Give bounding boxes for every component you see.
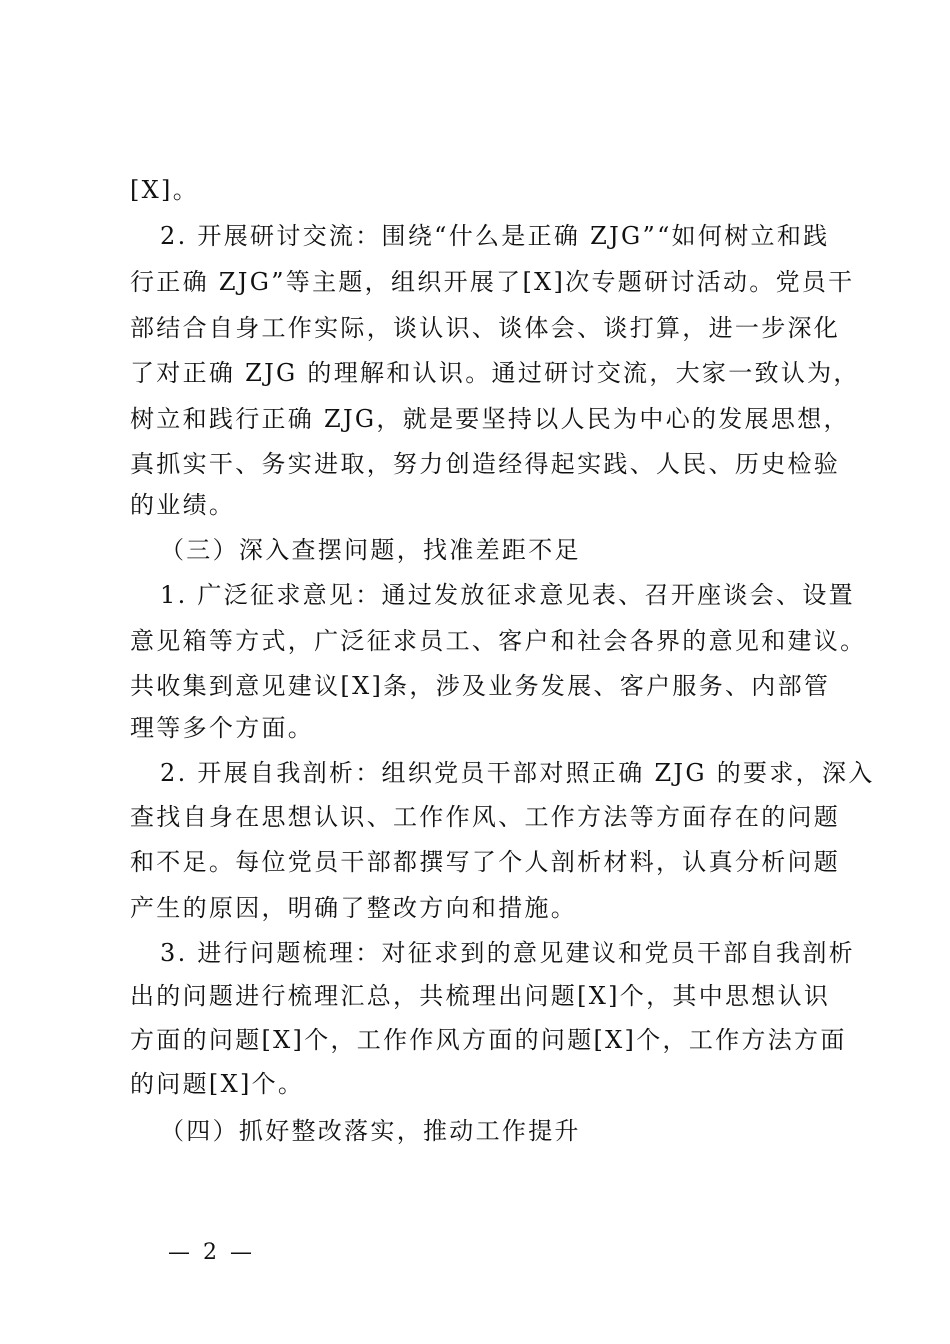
paragraph-line: 共收集到意见建议[X]条，涉及业务发展、客户服务、内部管 bbox=[130, 672, 831, 700]
paragraph-line: 真抓实干、务实进取，努力创造经得起实践、人民、历史检验 bbox=[130, 450, 841, 478]
paragraph-line: 2. 开展研讨交流：围绕“什么是正确 ZJG”“如何树立和践 bbox=[160, 222, 830, 250]
paragraph-line: 3. 进行问题梳理：对征求到的意见建议和党员干部自我剖析 bbox=[160, 939, 855, 967]
paragraph-line: 2. 开展自我剖析：组织党员干部对照正确 ZJG 的要求，深入 bbox=[160, 759, 875, 787]
paragraph-line: 的问题[X]个。 bbox=[130, 1070, 305, 1098]
paragraph-line: 树立和践行正确 ZJG，就是要坚持以人民为中心的发展思想， bbox=[130, 405, 850, 433]
paragraph-line: 出的问题进行梳理汇总，共梳理出问题[X]个，其中思想认识 bbox=[130, 982, 831, 1010]
paragraph-line: 和不足。每位党员干部都撰写了个人剖析材料，认真分析问题 bbox=[130, 848, 841, 876]
paragraph-line: 查找自身在思想认识、工作作风、工作方法等方面存在的问题 bbox=[130, 803, 841, 831]
paragraph-line: 行正确 ZJG”等主题，组织开展了[X]次专题研讨活动。党员干 bbox=[130, 268, 855, 296]
paragraph-line: 理等多个方面。 bbox=[130, 714, 315, 742]
paragraph-line: 方面的问题[X]个，工作作风方面的问题[X]个，工作方法方面 bbox=[130, 1026, 847, 1054]
paragraph-line: 意见箱等方式，广泛征求员工、客户和社会各界的意见和建议。 bbox=[130, 627, 867, 655]
section-heading: （三）深入查摆问题，找准差距不足 bbox=[160, 536, 581, 564]
paragraph-line: 1. 广泛征求意见：通过发放征求意见表、召开座谈会、设置 bbox=[160, 581, 855, 609]
section-heading: （四）抓好整改落实，推动工作提升 bbox=[160, 1117, 581, 1145]
page-number: — 2 — bbox=[168, 1240, 255, 1265]
paragraph-line: 产生的原因，明确了整改方向和措施。 bbox=[130, 894, 578, 922]
paragraph-line: 了对正确 ZJG 的理解和认识。通过研讨交流，大家一致认为， bbox=[130, 359, 860, 387]
paragraph-line: [X]。 bbox=[130, 176, 200, 204]
paragraph-line: 部结合自身工作实际，谈认识、谈体会、谈打算，进一步深化 bbox=[130, 314, 841, 342]
paragraph-line: 的业绩。 bbox=[130, 491, 236, 519]
